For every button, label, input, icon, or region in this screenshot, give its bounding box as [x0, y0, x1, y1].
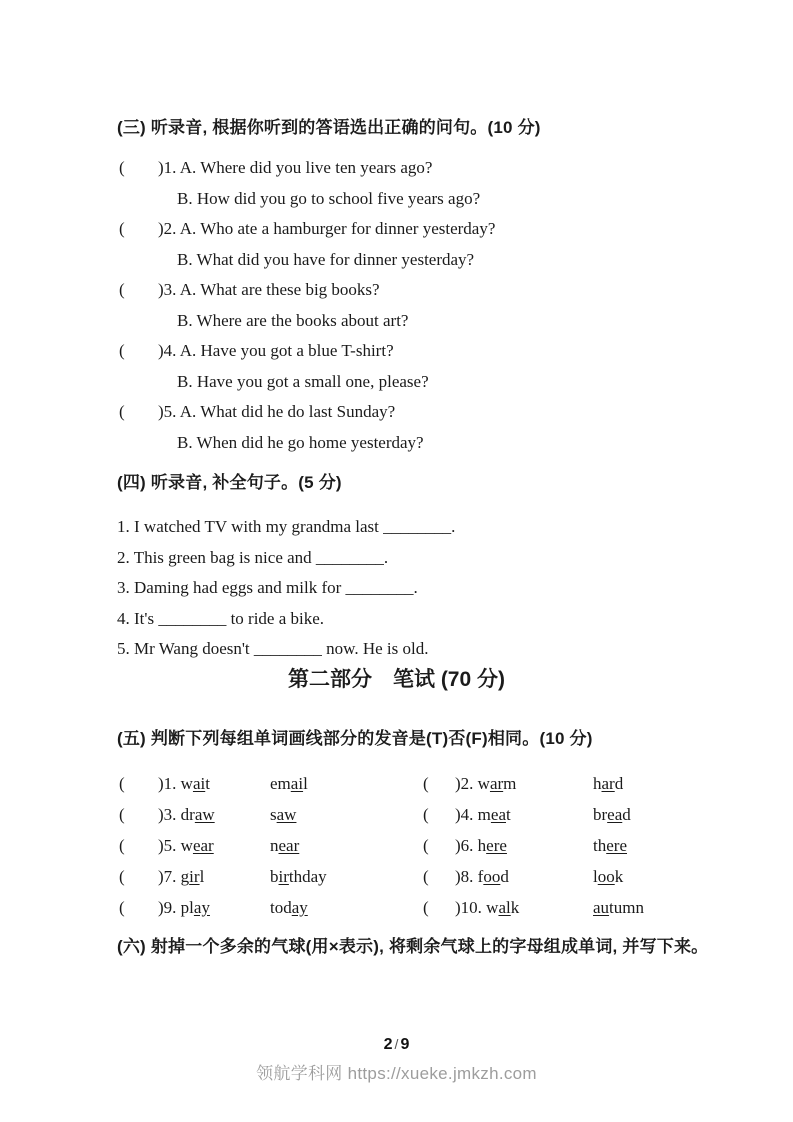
pair-number: )10. [455, 898, 482, 917]
word-with-underline: autumn [593, 898, 644, 917]
pronunciation-row [117, 768, 676, 799]
word-with-underline: hard [593, 774, 624, 793]
word-with-underline: there [593, 836, 627, 855]
fill-blank-sentence: 1. I watched TV with my grandma last ________. [117, 517, 456, 536]
pair-number: )9. [158, 898, 177, 917]
fill-blank-sentence: 5. Mr Wang doesn't ________ now. He is old. [117, 639, 429, 658]
answer-bracket: ( [119, 898, 125, 917]
pair-number: )3. [158, 805, 177, 824]
section-four-title: (四) 听录音, 补全句子。(5 分) [117, 473, 342, 492]
question-line [117, 428, 676, 459]
answer-bracket: ( [423, 898, 429, 917]
option-a-text: A. Have you got a blue T-shirt? [179, 341, 394, 360]
answer-bracket: ( [119, 219, 125, 238]
pronunciation-row [117, 892, 676, 923]
answer-bracket: ( [119, 158, 125, 177]
total-page-number: 9 [400, 1036, 410, 1053]
section-five-title: (五) 判断下列每组单词画线部分的发音是(T)否(F)相同。(10 分) [117, 729, 593, 748]
option-a-text: A. Who ate a hamburger for dinner yesterday? [179, 219, 496, 238]
option-b-text: B. Have you got a small one, please? [177, 371, 429, 391]
page-content [117, 0, 709, 1122]
answer-bracket: ( [423, 774, 429, 793]
word-with-underline: today [270, 898, 308, 917]
question-number: )5. [158, 402, 177, 421]
question-line [117, 245, 676, 276]
word-with-underline: saw [270, 805, 297, 824]
answer-bracket: ( [119, 280, 125, 299]
option-a-text: A. What did he do last Sunday? [179, 402, 396, 421]
pair-number: )4. [455, 805, 474, 824]
word-with-underline: play [180, 898, 210, 917]
option-b-text: B. Where are the books about art? [177, 310, 409, 330]
page-number [0, 1034, 793, 1055]
question-line [117, 336, 676, 367]
word-with-underline: wear [180, 836, 214, 855]
word-with-underline: food [477, 867, 509, 886]
answer-bracket: ( [119, 867, 125, 886]
question-number: )3. [158, 280, 177, 299]
section-three-title: (三) 听录音, 根据你听到的答语选出正确的问句。(10 分) [117, 118, 541, 137]
answer-bracket: ( [423, 836, 429, 855]
option-b-text: B. What did you have for dinner yesterday? [177, 249, 475, 269]
section-six-title: (六) 射掉一个多余的气球(用×表示), 将剩余气球上的字母组成单词, 并写下来。 [117, 937, 709, 956]
word-with-underline: here [477, 836, 507, 855]
answer-bracket: ( [119, 341, 125, 360]
pronunciation-row [117, 830, 676, 861]
word-with-underline: look [593, 867, 624, 886]
fill-blank-sentence: 4. It's ________ to ride a bike. [117, 608, 325, 628]
option-b-text: B. How did you go to school five years ago? [177, 188, 481, 208]
current-page-number: 2 [383, 1036, 393, 1053]
word-with-underline: email [270, 774, 308, 793]
part-two-heading: 第二部分 笔试 (70 分) [287, 668, 505, 691]
word-with-underline: near [270, 836, 300, 855]
fill-blank-sentence: 3. Daming had eggs and milk for ________. [117, 578, 418, 597]
word-with-underline: birthday [270, 867, 327, 886]
pronunciation-row [117, 799, 676, 830]
answer-bracket: ( [119, 805, 125, 824]
pair-number: )2. [455, 774, 474, 793]
question-line [117, 214, 676, 245]
section-five-rows [117, 768, 676, 923]
pair-number: )1. [158, 774, 177, 793]
question-number: )2. [158, 219, 177, 238]
option-b-text: B. When did he go home yesterday? [177, 432, 424, 452]
word-with-underline: draw [180, 805, 215, 824]
site-watermark: 领航学科网 https://xueke.jmkzh.com [256, 1064, 537, 1083]
fill-blank-sentence: 2. This green bag is nice and ________. [117, 547, 389, 567]
word-with-underline: warm [477, 774, 517, 793]
question-line [117, 306, 676, 337]
word-with-underline: walk [486, 898, 520, 917]
answer-bracket: ( [119, 774, 125, 793]
question-line [117, 153, 676, 184]
pair-number: )7. [158, 867, 177, 886]
question-number: )4. [158, 341, 177, 360]
section-three-items [117, 153, 676, 458]
word-with-underline: wait [180, 774, 210, 793]
question-line [117, 397, 676, 428]
pair-number: )6. [455, 836, 474, 855]
option-a-text: A. Where did you live ten years ago? [179, 158, 433, 177]
question-line [117, 275, 676, 306]
page-number-separator: / [394, 1036, 399, 1052]
pronunciation-row [117, 861, 676, 892]
word-with-underline: girl [180, 867, 205, 886]
question-number: )1. [158, 158, 177, 177]
answer-bracket: ( [423, 805, 429, 824]
question-line [117, 367, 676, 398]
answer-bracket: ( [119, 402, 125, 421]
question-line [117, 184, 676, 215]
answer-bracket: ( [423, 867, 429, 886]
word-with-underline: bread [593, 805, 631, 824]
pair-number: )5. [158, 836, 177, 855]
word-with-underline: meat [477, 805, 511, 824]
option-a-text: A. What are these big books? [179, 280, 380, 299]
pair-number: )8. [455, 867, 474, 886]
section-four-items [117, 512, 676, 665]
answer-bracket: ( [119, 836, 125, 855]
